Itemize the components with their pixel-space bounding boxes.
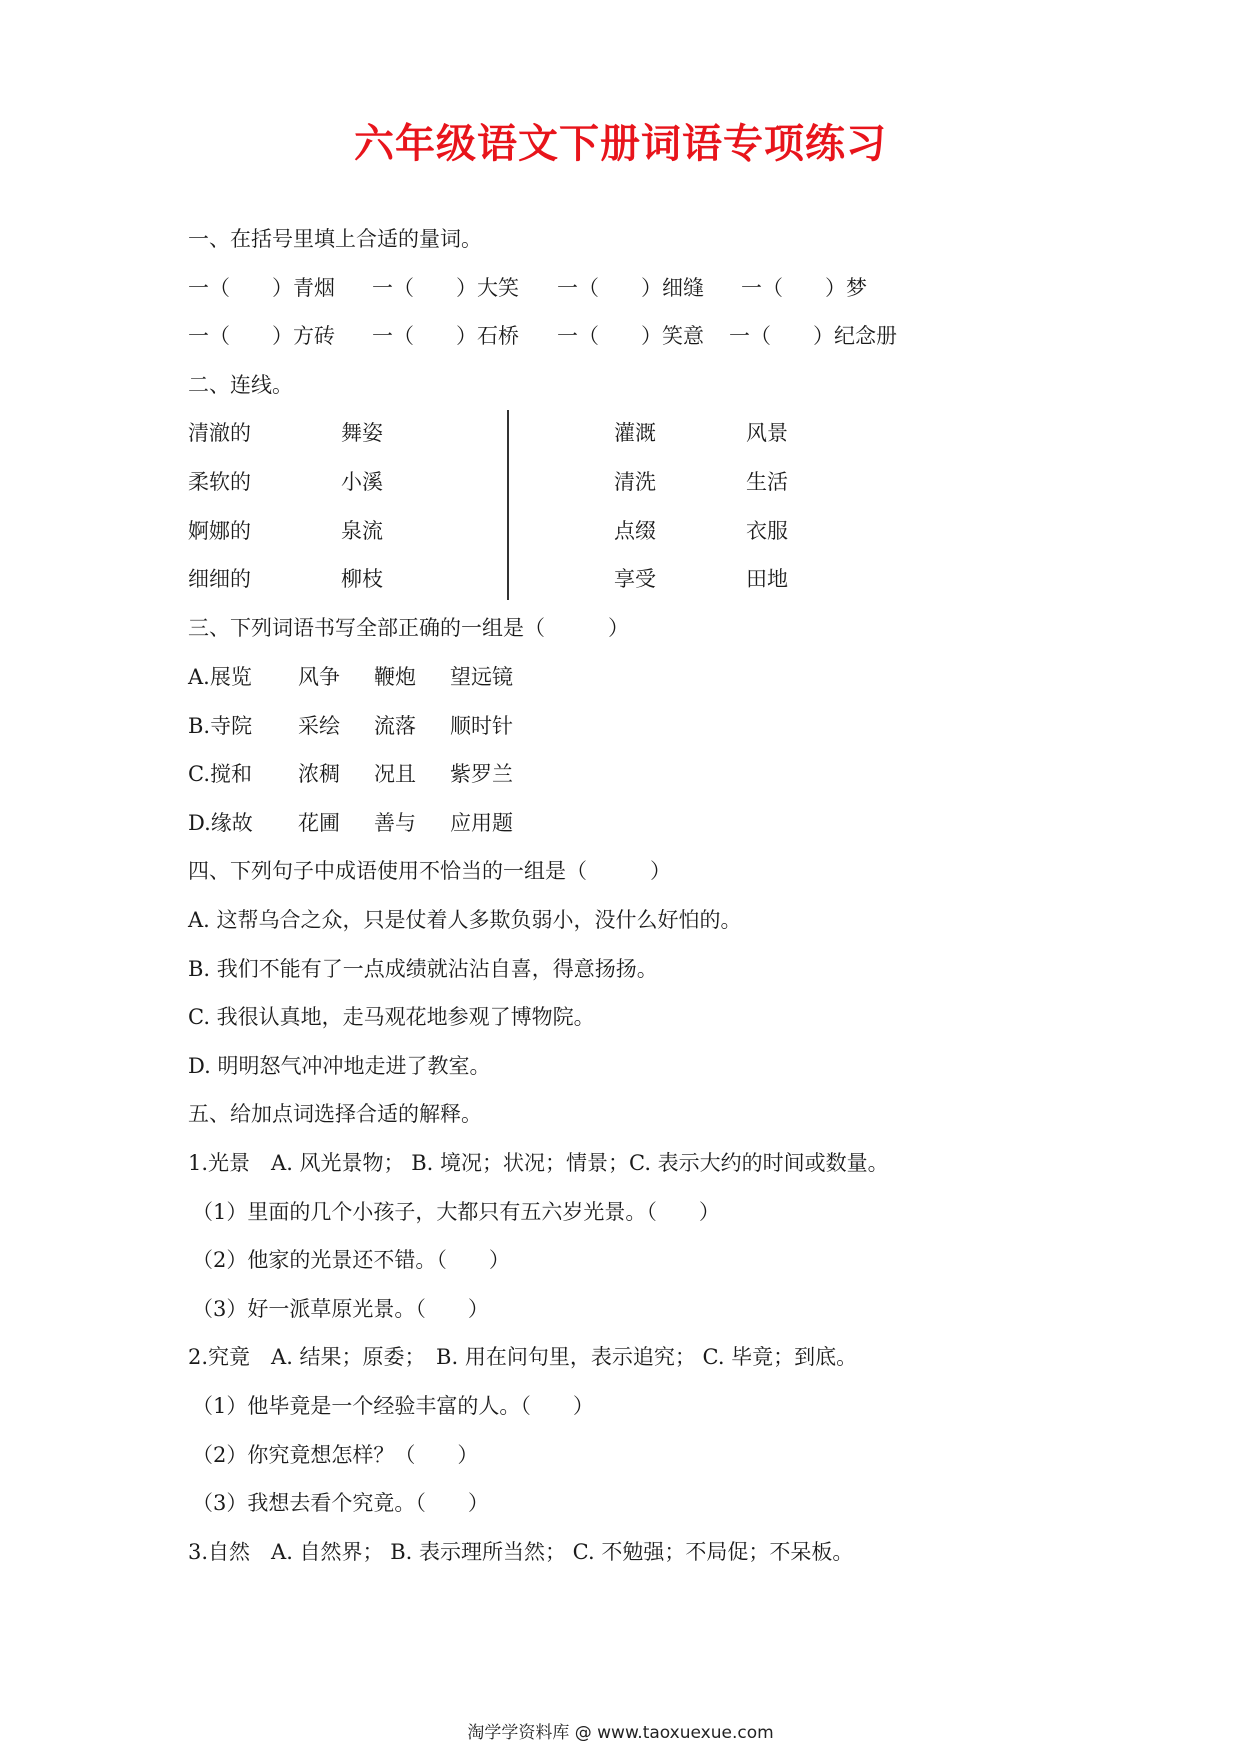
option-word: 善与 [374, 811, 416, 835]
option-label: D.缘故 [188, 811, 253, 835]
option-word: 采绘 [298, 714, 340, 738]
sentence-option: A. 这帮乌合之众，只是仗着人多欺负弱小，没什么好怕的。 [188, 908, 742, 932]
sub-question: （1）里面的几个小孩子，大都只有五六岁光景。（ ） [192, 1200, 720, 1224]
match-left-word: 柔软的 [188, 470, 251, 494]
match-left-word: 细细的 [188, 567, 251, 591]
option-word: 鞭炮 [374, 665, 416, 689]
match-right-noun: 生活 [746, 470, 788, 494]
option-label: C.搅和 [188, 762, 252, 786]
footer-watermark: 淘学学资料库 @ www.taoxuexue.com [467, 1723, 774, 1743]
match-right-noun: 田地 [746, 567, 788, 591]
match-left-word: 清澈的 [188, 421, 251, 445]
option-word: 花圃 [298, 811, 340, 835]
blank-item: 一（ ）石桥 [372, 324, 519, 348]
blank-item: 一（ ）大笑 [372, 276, 519, 300]
match-right-verb: 清洗 [614, 470, 656, 494]
word-definition: 1.光景 A. 风光景物； B. 境况；状况；情景；C. 表示大约的时间或数量。 [188, 1151, 889, 1175]
option-label: B.寺院 [188, 714, 253, 738]
sub-question: （2）他家的光景还不错。（ ） [192, 1248, 510, 1272]
section1-heading: 一、在括号里填上合适的量词。 [188, 227, 482, 251]
blank-item: 一（ ）纪念册 [729, 324, 897, 348]
match-left-noun: 泉流 [341, 519, 383, 543]
blank-item: 一（ ）梦 [741, 276, 867, 300]
option-word: 浓稠 [298, 762, 340, 786]
match-left-word: 婀娜的 [188, 519, 251, 543]
match-left-noun: 柳枝 [341, 567, 383, 591]
match-right-verb: 点缀 [614, 519, 656, 543]
sentence-option: B. 我们不能有了一点成绩就沾沾自喜，得意扬扬。 [188, 957, 658, 981]
option-word: 况且 [374, 762, 416, 786]
sentence-option: D. 明明怒气冲冲地走进了教室。 [188, 1054, 491, 1078]
option-word: 应用题 [450, 811, 513, 835]
sub-question: （2）你究竟想怎样？（ ） [192, 1443, 479, 1467]
option-word: 望远镜 [450, 665, 513, 689]
section4-heading: 四、下列句子中成语使用不恰当的一组是（ ） [188, 859, 671, 883]
option-word: 流落 [374, 714, 416, 738]
match-right-verb: 灌溉 [614, 421, 656, 445]
match-right-noun: 衣服 [746, 519, 788, 543]
section5-heading: 五、给加点词选择合适的解释。 [188, 1102, 482, 1126]
section2-heading: 二、连线。 [188, 373, 293, 397]
option-word: 风争 [298, 665, 340, 689]
sentence-option: C. 我很认真地，走马观花地参观了博物院。 [188, 1005, 595, 1029]
sub-question: （1）他毕竟是一个经验丰富的人。（ ） [192, 1394, 594, 1418]
option-word: 顺时针 [450, 714, 513, 738]
section3-heading: 三、下列词语书写全部正确的一组是（ ） [188, 616, 629, 640]
match-left-noun: 舞姿 [341, 421, 383, 445]
blank-item: 一（ ）方砖 [188, 324, 335, 348]
sub-question: （3）我想去看个究竟。（ ） [192, 1491, 489, 1515]
match-right-noun: 风景 [746, 421, 788, 445]
option-label: A.展览 [188, 665, 252, 689]
blank-item: 一（ ）笑意 [557, 324, 704, 348]
option-word: 紫罗兰 [450, 762, 513, 786]
match-left-noun: 小溪 [341, 470, 383, 494]
sub-question: （3）好一派草原光景。（ ） [192, 1297, 489, 1321]
divider-line [507, 410, 509, 600]
page-title: 六年级语文下册词语专项练习 [354, 120, 887, 167]
blank-item: 一（ ）青烟 [188, 276, 335, 300]
word-definition: 3.自然 A. 自然界； B. 表示理所当然； C. 不勉强；不局促；不呆板。 [188, 1540, 854, 1564]
word-definition: 2.究竟 A. 结果；原委； B. 用在问句里，表示追究； C. 毕竟；到底。 [188, 1345, 858, 1369]
match-right-verb: 享受 [614, 567, 656, 591]
blank-item: 一（ ）细缝 [557, 276, 704, 300]
